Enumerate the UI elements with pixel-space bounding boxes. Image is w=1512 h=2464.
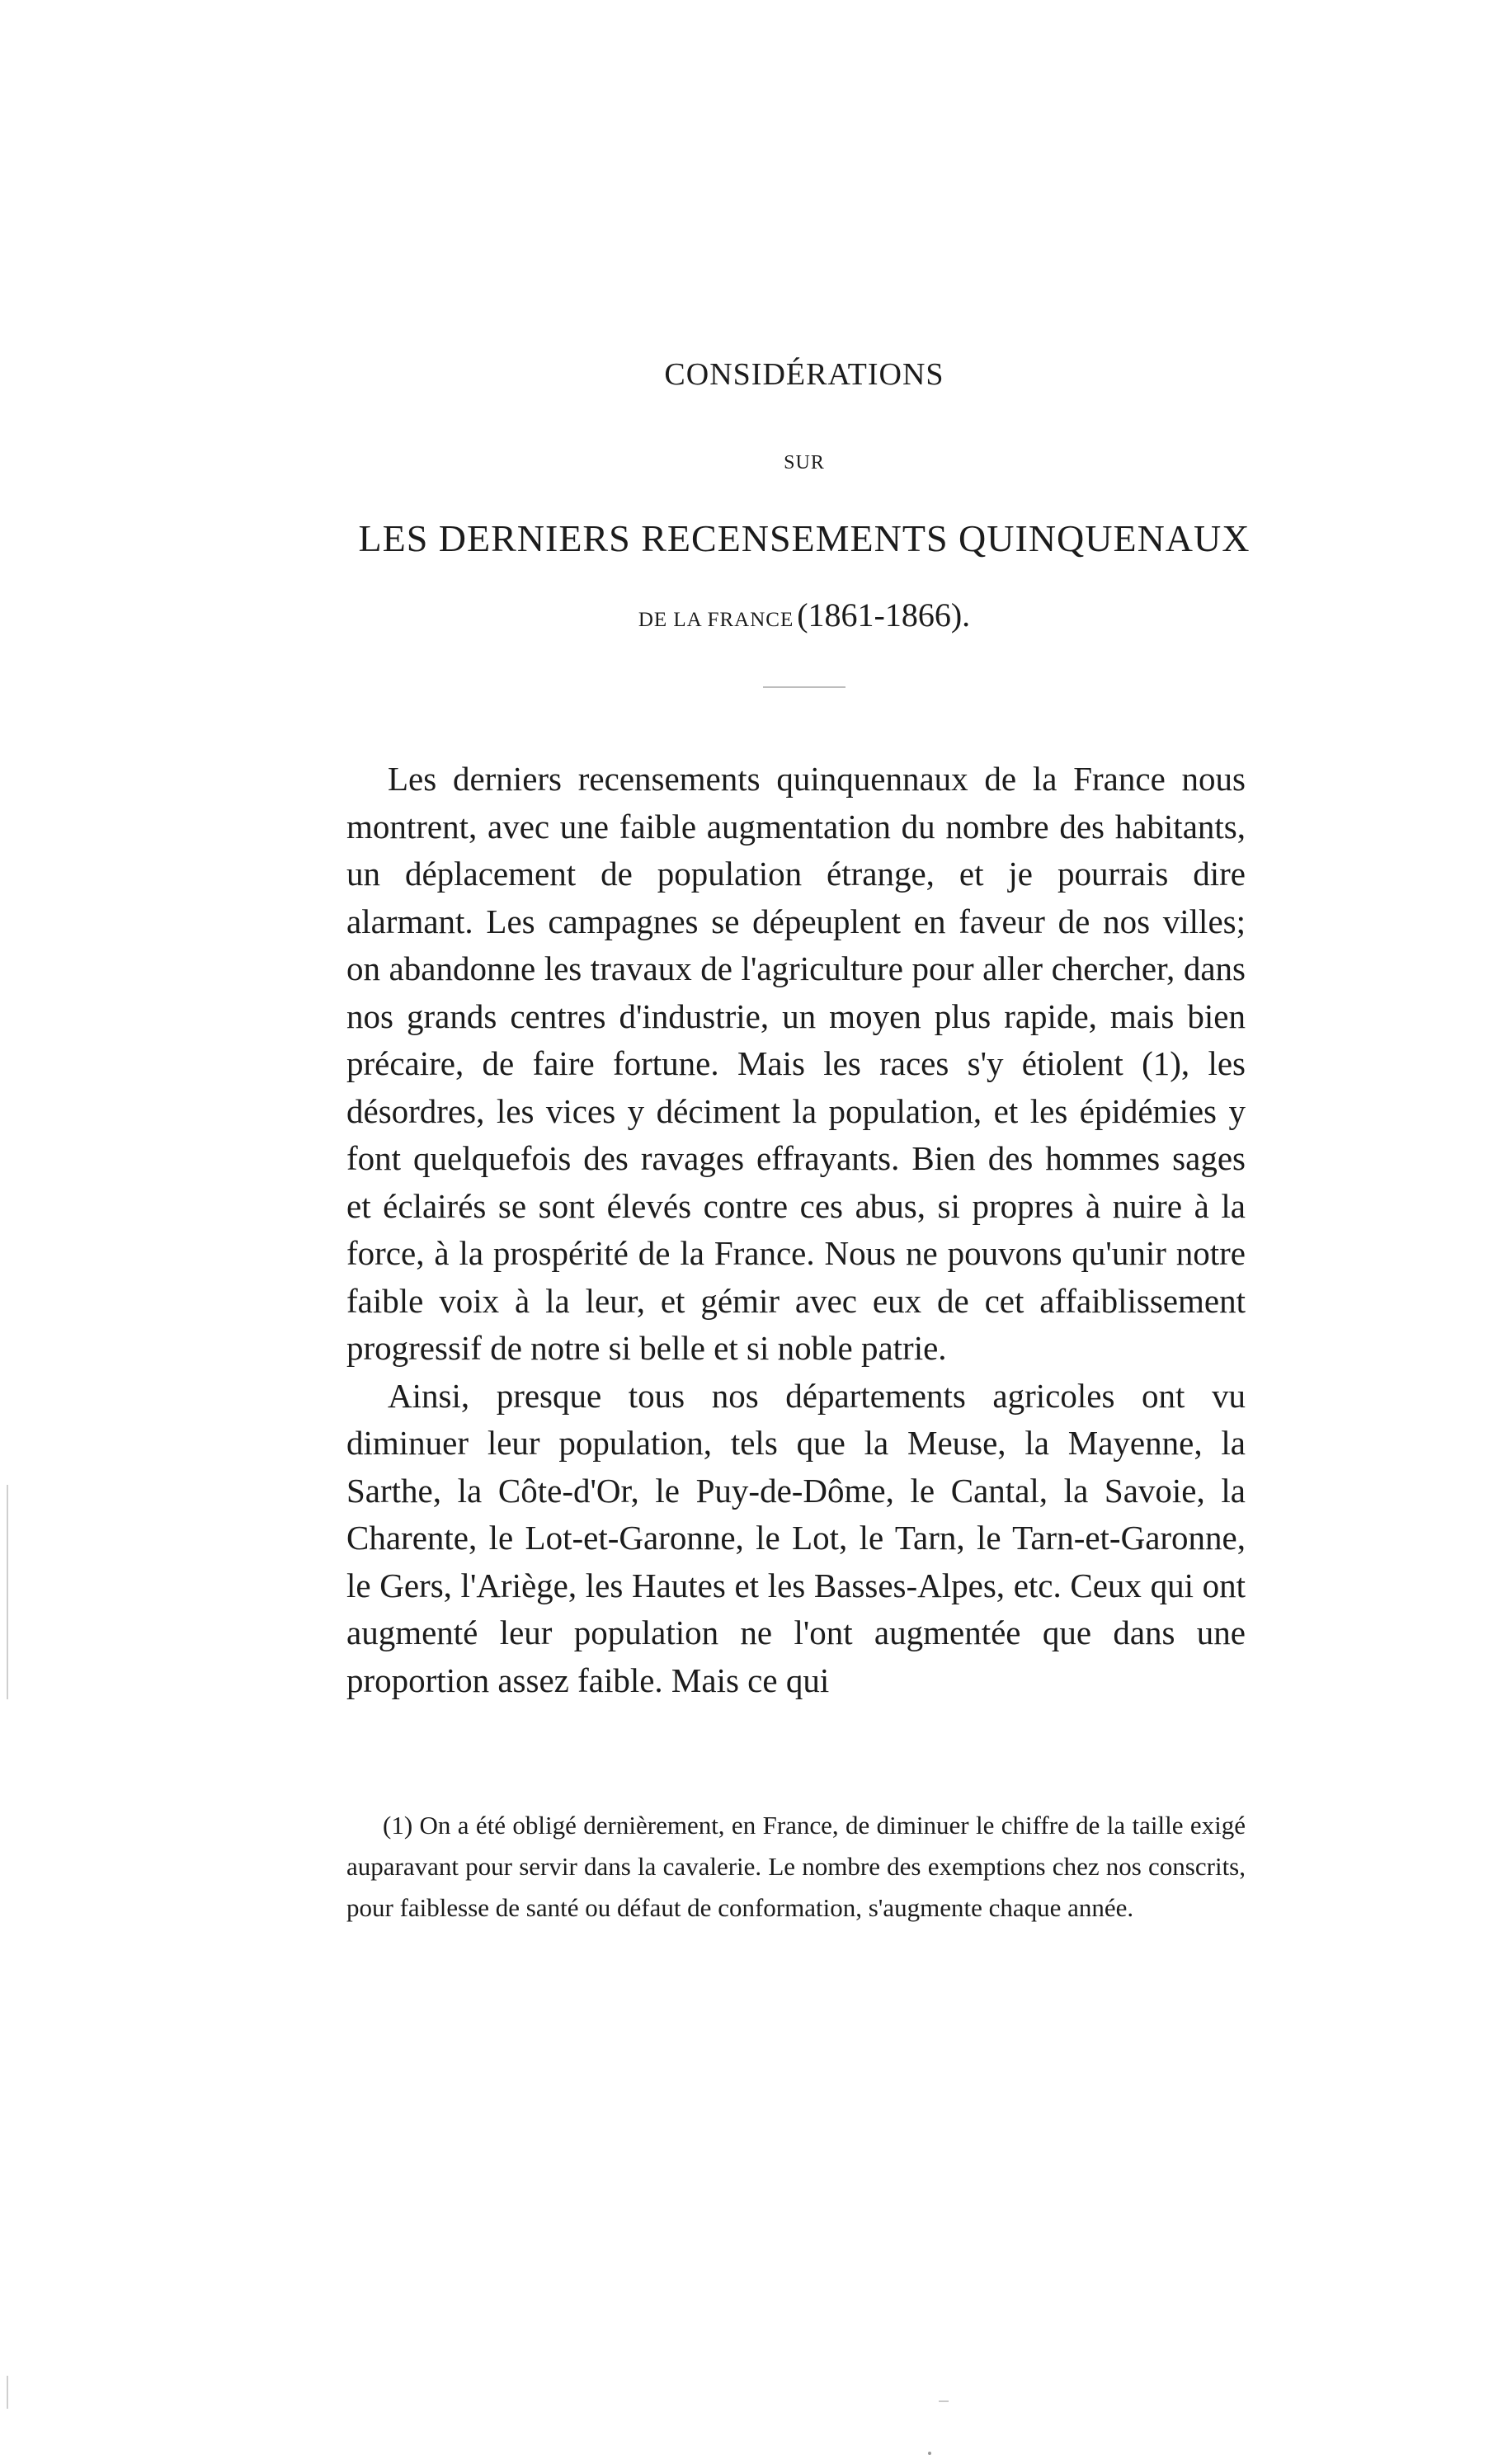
body-text — [346, 756, 1246, 1704]
page-title: CONSIDÉRATIONS — [664, 357, 944, 392]
title-divider — [763, 686, 845, 688]
title-date-years: (1861-1866). — [797, 596, 971, 634]
scan-margin-mark — [7, 1485, 8, 1699]
scan-margin-mark — [7, 2376, 8, 2409]
title-connector: SUR — [784, 452, 825, 473]
paragraph-1: Les derniers recensements quinquennaux de la France nous montrent, avec une faible augmentation du nombre des habitants, un déplacement de population étrange, et je pourrais dire alarmant. Les campagnes se dépeuplent en faveur de nos villes; on abandonne les travaux de l'agriculture pour aller chercher, dans nos grands centres d'industrie, un moyen plus rapide, mais bien précaire, de faire fortune. Mais les races s'y étiolent (1), les désordres, les vices y déciment la population, et les épidémies y font quelquefois des ravages effrayants. Bien des hommes sages et éclairés se sont élevés contre ces abus, si propres à nuire à la force, à la prospérité de la France. Nous ne pouvons qu'unir notre faible voix à la leur, et gémir avec eux de cet affaiblissement progressif de notre si belle et si noble patrie. — [346, 760, 1246, 1367]
title-date-line — [0, 596, 1512, 634]
footnote: (1) On a été obligé dernièrement, en France, de diminuer le chiffre de la taille exigé auparavant pour servir dans la cavalerie. Le nombre des exemptions chez nos conscrits, pour faiblesse de santé ou défaut de conformation, s'augmente chaque année. — [346, 1811, 1246, 1922]
page-subtitle: LES DERNIERS RECENSEMENTS QUINQUENAUX — [358, 517, 1251, 559]
paragraph-2: Ainsi, presque tous nos départements agricoles ont vu diminuer leur population, tels que la Meuse, la Mayenne, la Sarthe, la Côte-d'Or, le Puy-de-Dôme, le Cantal, la Savoie, la Charente, le Lot-et-Garonne, le Lot, le Tarn, le Tarn-et-Garonne, le Gers, l'Ariège, les Hautes et les Basses-Alpes, etc. Ceux qui ont augmenté leur population ne l'ont augmentée que dans une proportion assez faible. Mais ce qui — [346, 1376, 1246, 1699]
scan-artifact-mark — [939, 2400, 949, 2402]
scan-artifact-dot — [928, 2452, 931, 2455]
title-date-prefix: DE LA FRANCE — [638, 609, 794, 631]
